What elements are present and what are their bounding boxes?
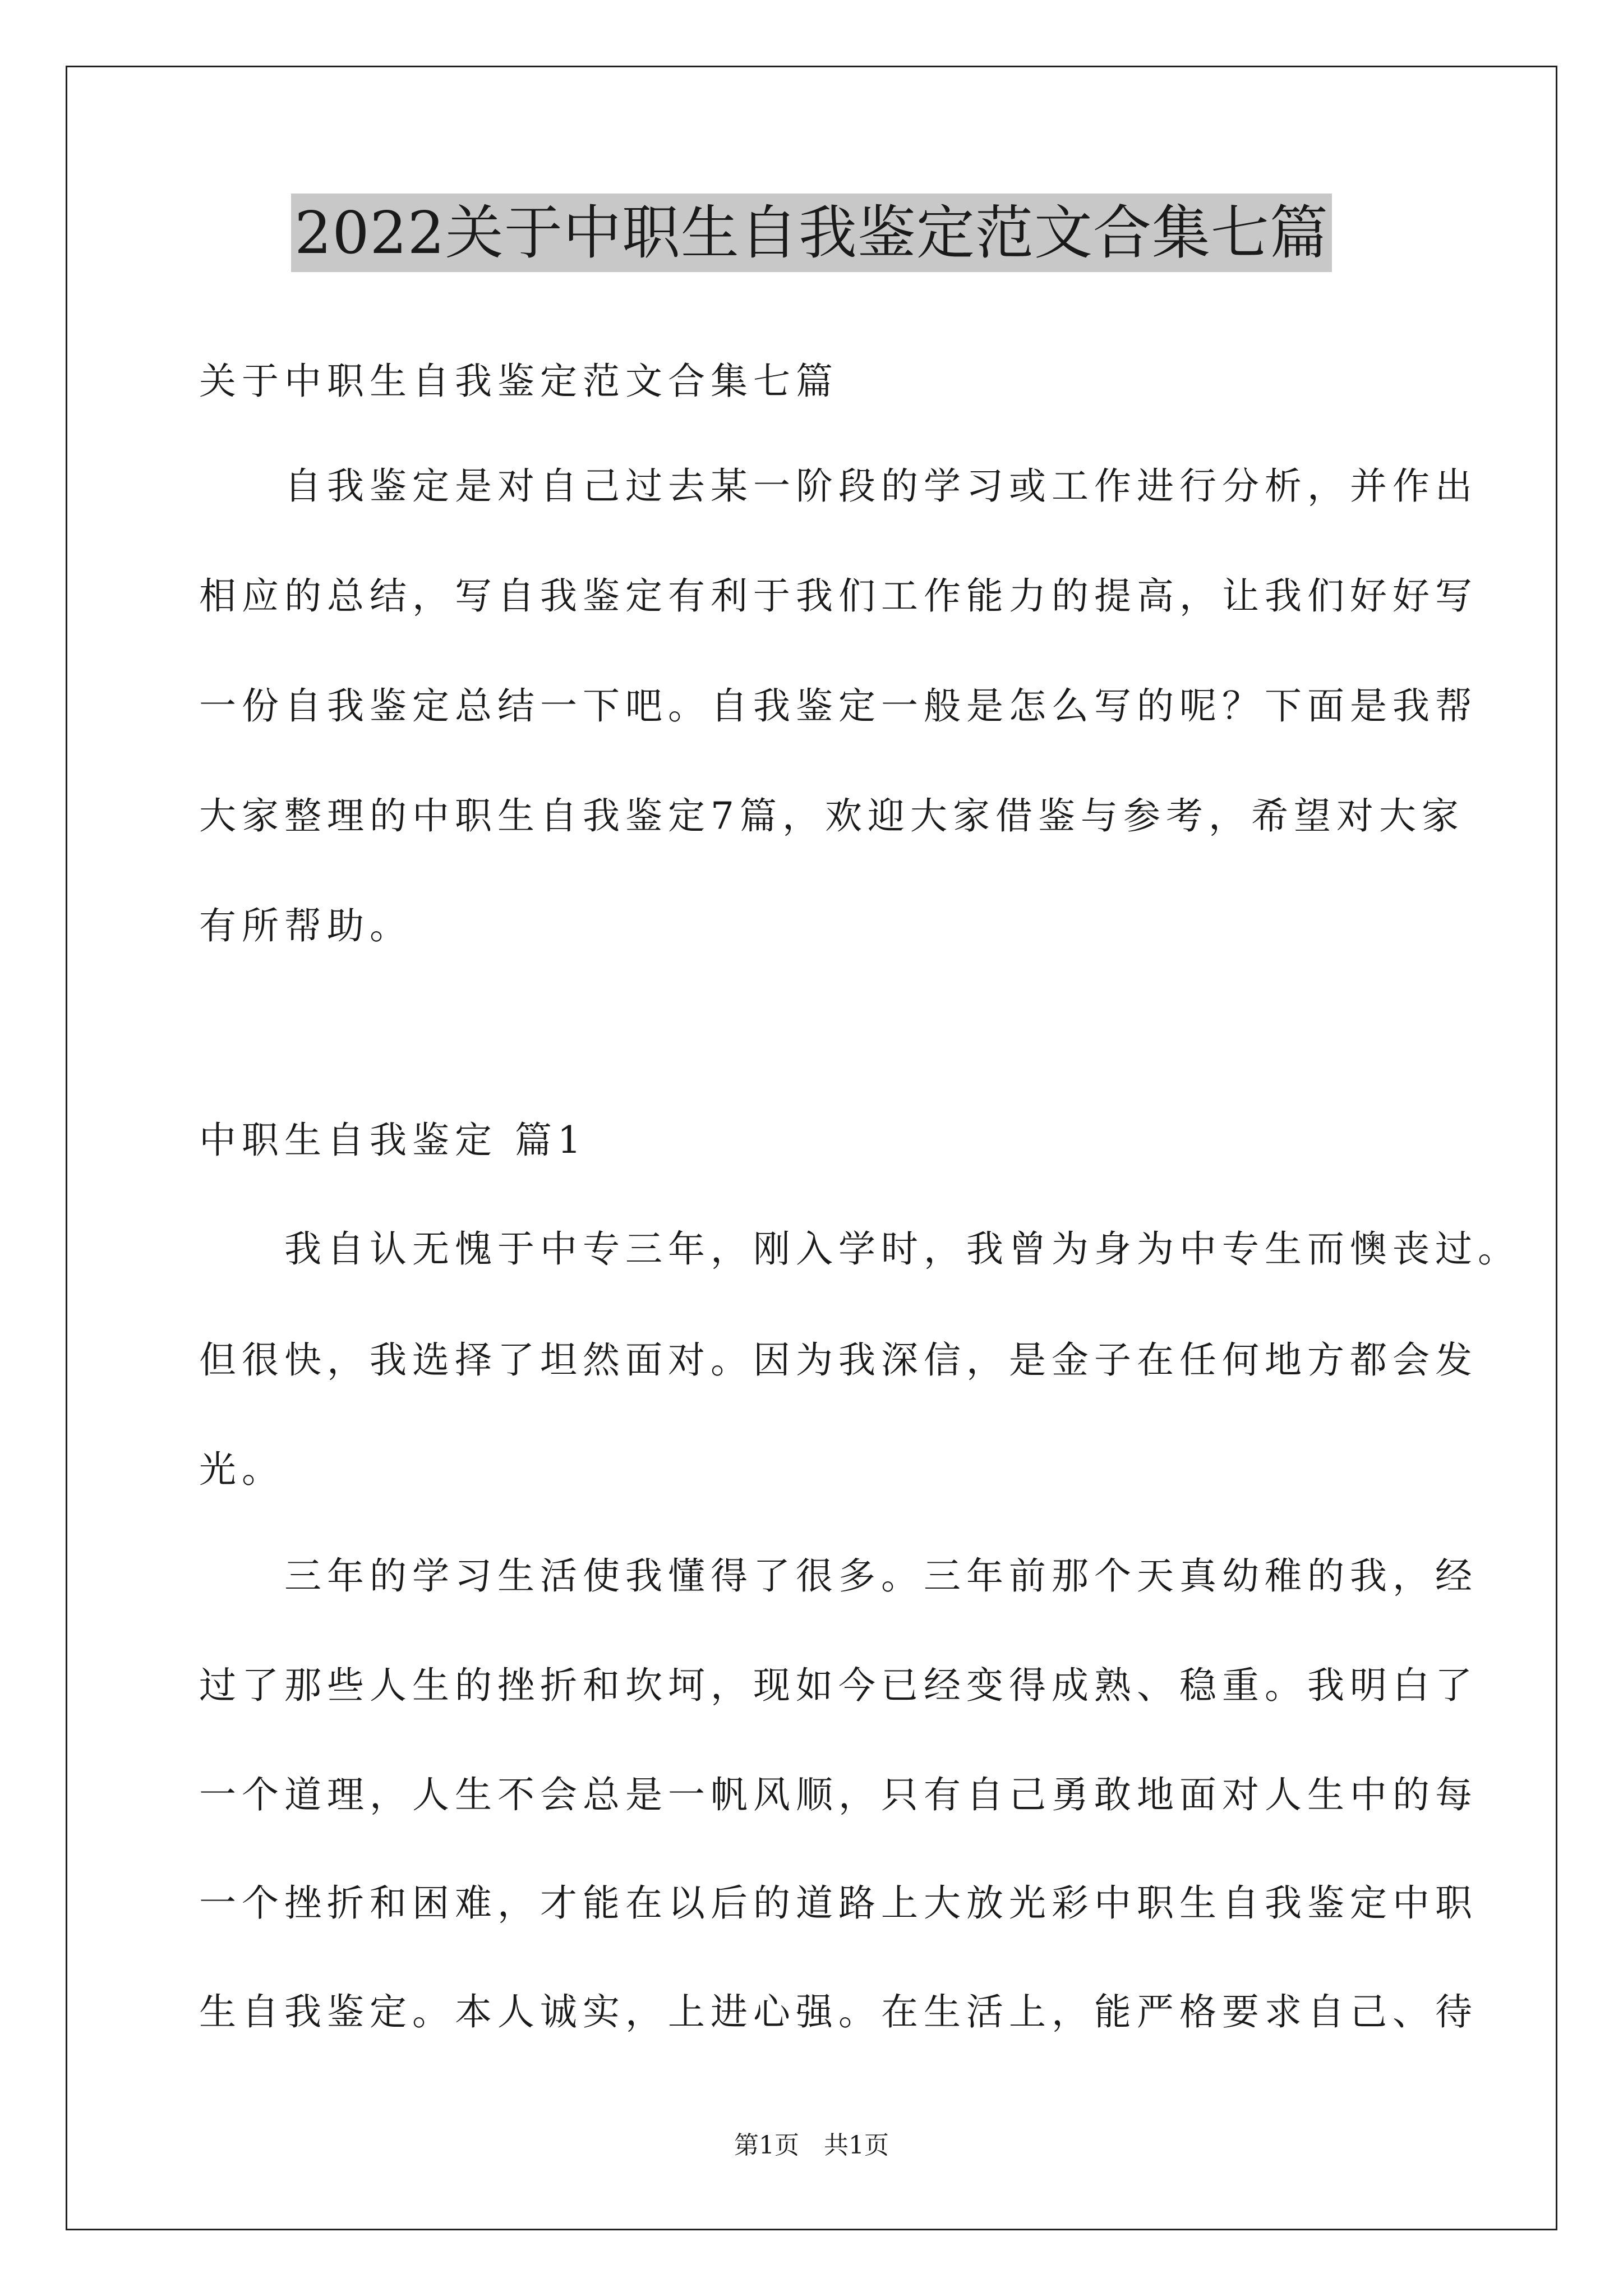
paragraph-line: 自我鉴定是对自己过去某一阶段的学习或工作进行分析，并作出 (199, 464, 1478, 508)
paragraph-line: 过了那些人生的挫折和坎坷，现如今已经变得成熟、稳重。我明白了 (199, 1664, 1478, 1707)
paragraph-line: 三年的学习生活使我懂得了很多。三年前那个天真幼稚的我，经 (199, 1554, 1478, 1598)
paragraph-line: 大家整理的中职生自我鉴定7篇，欢迎大家借鉴与参考，希望对大家 (199, 794, 1464, 838)
page-footer: 第1页 共1页 (734, 2131, 889, 2160)
document-title: 2022关于中职生自我鉴定范文合集七篇 (291, 194, 1332, 272)
paragraph-line: 光。 (199, 1448, 284, 1491)
paragraph-line: 相应的总结，写自我鉴定有利于我们工作能力的提高，让我们好好写 (199, 574, 1478, 618)
paragraph-line: 一个道理，人生不会总是一帆风顺，只有自己勇敢地面对人生中的每 (199, 1773, 1478, 1816)
section-heading: 中职生自我鉴定 篇1 (199, 1119, 587, 1162)
paragraph-line: 一份自我鉴定总结一下吧。自我鉴定一般是怎么写的呢？下面是我帮 (199, 684, 1478, 728)
paragraph-line: 有所帮助。 (199, 904, 412, 947)
paragraph-line: 我自认无愧于中专三年，刚入学时，我曾为身为中专生而懊丧过。 (199, 1227, 1520, 1271)
paragraph-line: 生自我鉴定。本人诚实，上进心强。在生活上，能严格要求自己、待 (199, 1990, 1478, 2033)
paragraph-line: 一个挫折和困难，才能在以后的道路上大放光彩中职生自我鉴定中职 (199, 1881, 1478, 1925)
subtitle: 关于中职生自我鉴定范文合集七篇 (199, 360, 838, 403)
paragraph-line: 但很快，我选择了坦然面对。因为我深信，是金子在任何地方都会发 (199, 1338, 1478, 1382)
title-wrap (0, 194, 1623, 272)
